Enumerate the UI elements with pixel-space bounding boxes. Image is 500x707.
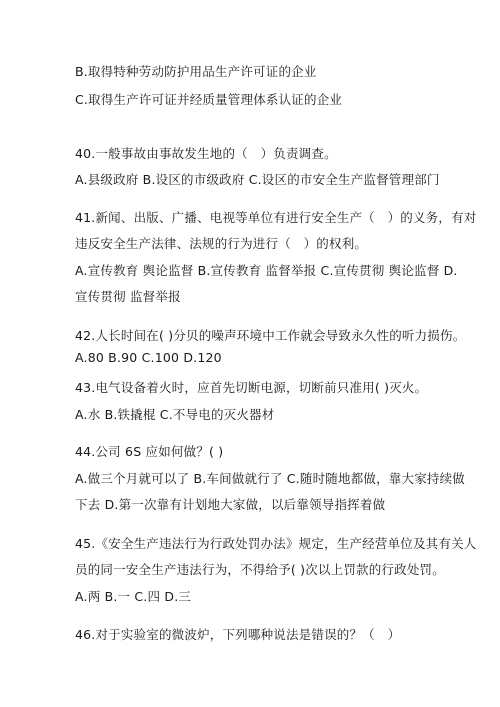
- options-44-line-1: A.做三个月就可以了 B.车间做就行了 C.随时随地都做，靠大家持续做: [75, 471, 466, 486]
- question-45-line-1: 45.《安全生产违法行为行政处罚办法》规定，生产经营单位及其有关人: [75, 536, 477, 551]
- options-42: A.80 B.90 C.100 D.120: [75, 350, 222, 365]
- question-41-line-1: 41.新闻、出版、广播、电视等单位有进行安全生产（ ）的义务，有对: [75, 210, 477, 225]
- question-43: 43.电气设备着火时，应首先切断电源，切断前只准用( )灭火。: [75, 380, 428, 395]
- option-line-40b-prev: B.取得特种劳动防护用品生产许可证的企业: [75, 64, 317, 79]
- options-43: A.水 B.铁撬棍 C.不导电的灭火器材: [75, 407, 275, 422]
- question-41-line-2: 违反安全生产法律、法规的行为进行（ ）的权利。: [75, 236, 368, 251]
- question-46: 46.对于实验室的微波炉，下列哪种说法是错误的？（ ）: [75, 627, 401, 642]
- question-45-line-2: 员的同一安全生产违法行为，不得给予( )次以上罚款的行政处罚。: [75, 562, 445, 577]
- question-42: 42.人长时间在( )分贝的噪声环境中工作就会导致永久性的听力损伤。: [75, 328, 466, 343]
- option-line-40c-prev: C.取得生产许可证并经质量管理体系认证的企业: [75, 92, 343, 107]
- question-44: 44.公司 6S 应如何做？( ): [75, 444, 224, 459]
- options-45: A.两 B.一 C.四 D.三: [75, 589, 192, 604]
- options-41-line-2: 宣传贯彻 监督举报: [75, 289, 181, 304]
- options-44-line-2: 下去 D.第一次靠有计划地大家做，以后靠领导指挥着做: [75, 497, 386, 512]
- options-40: A.县级政府 B.设区的市级政府 C.设区的市安全生产监督管理部门: [75, 172, 440, 187]
- question-40: 40.一般事故由事故发生地的（ ）负责调查。: [75, 146, 337, 161]
- options-41-line-1: A.宣传教育 舆论监督 B.宣传教育 监督举报 C.宣传贯彻 舆论监督 D.: [75, 263, 458, 278]
